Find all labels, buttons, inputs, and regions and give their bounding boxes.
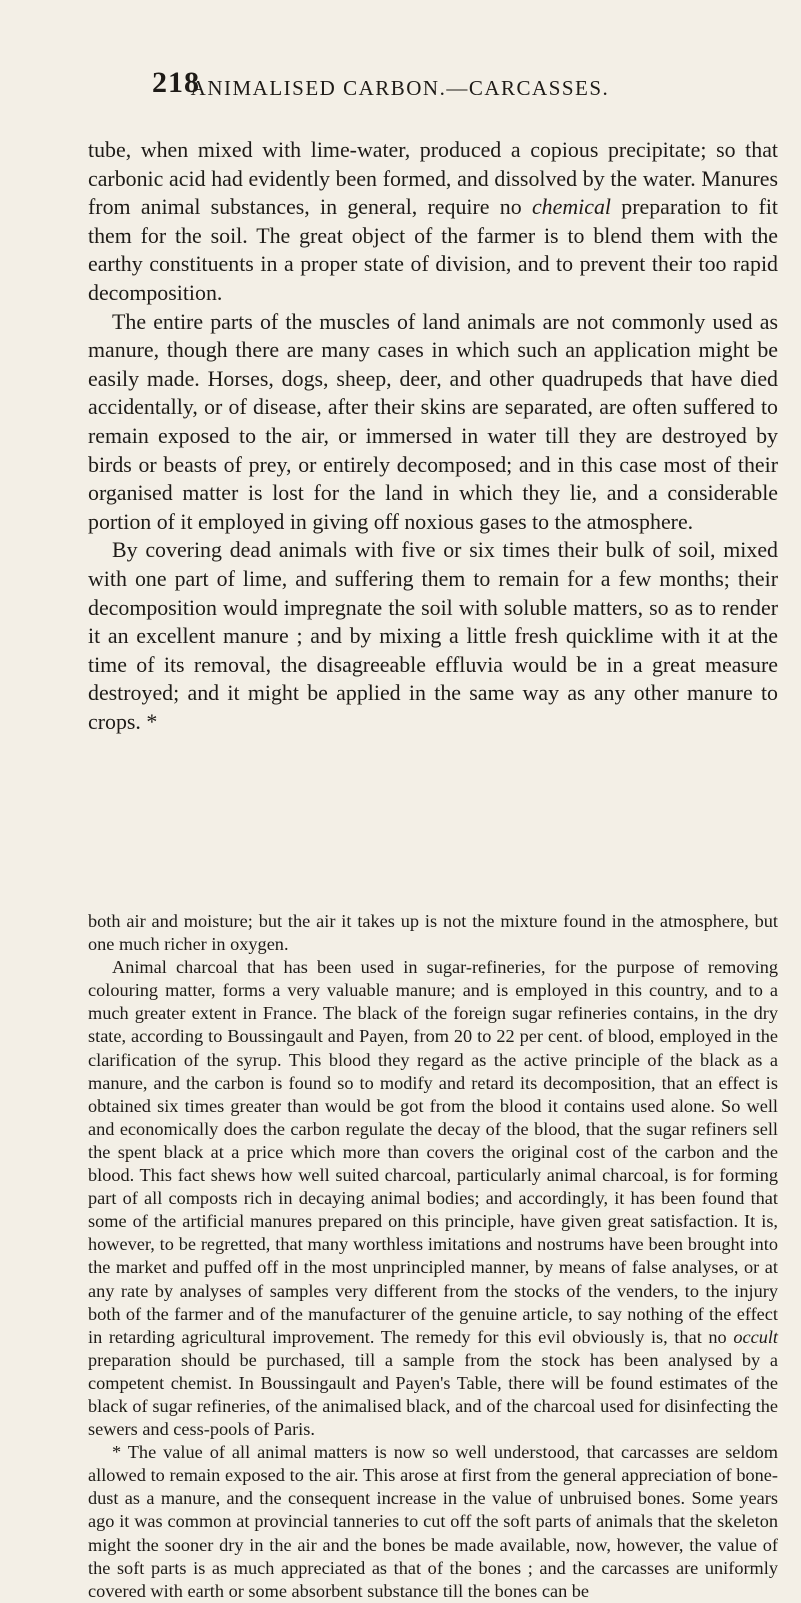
paragraph-1-text: tube, when mixed with lime-water, produced a copious precipitate; so that carbonic acid had evidently been formed, and dissolved by the water. Manures from animal substances, in general, require no <box>88 137 778 220</box>
footnote-charcoal-emphasis: occult <box>733 1326 778 1347</box>
paragraph-1-end: preparation to fit them for the soil. The great object of the farmer is to blend them with the earthy constituents in a proper state of division, and to prevent their too rapid decomposition. <box>88 194 778 305</box>
paragraph-3: By covering dead animals with five or six times their bulk of soil, mixed with one part of lime, and suffering them to remain for a few months; their decomposition would impregnate the soil with soluble matters, so as to render it an excellent manure ; and by mixing a little fresh quicklime with it at the time of its removal, the disagreeable effluvia would be in a great measure destroyed; and it might be applied in the same way as any other manure to crops. * <box>88 537 778 734</box>
footnote-charcoal-end: preparation should be purchased, till a sample from the stock has been analysed by a competent chemist. In Boussingault and Payen's Table, there will be found estimates of the black of sugar refineries, of the animalised black, and of the charcoal used for disinfecting the sewers and cess-pools of Paris. <box>88 1349 778 1440</box>
running-title: ANIMALISED CARBON.—CARCASSES. <box>190 76 610 100</box>
paragraph-1 <box>88 136 778 308</box>
main-text <box>88 136 778 736</box>
page-number: 218 <box>152 66 200 99</box>
footnote-charcoal-text: Animal charcoal that has been used in sugar-refineries, for the purpose of removing colouring matter, forms a very valuable manure; and is employed in this country, and to a much greater extent in France. The black of the foreign sugar refineries contains, in the dry state, according to Boussingault and Payen, from 20 to 22 per cent. of blood, employed in the clarification of the syrup. This blood they regard as the active principle of the black as a manure, and the carbon is found so to modify and retard its decomposition, that an effect is obtained six times greater than would be got from the blood it contains used alone. So well and economically does the carbon regulate the decay of the blood, that the sugar refiners sell the spent black at a price which more than covers the original cost of the carbon and the blood. This fact shews how well suited charcoal, particularly animal charcoal, is for forming part of all composts rich in decaying animal bodies; and accordingly, it has been found that some of the artificial manures prepared on this principle, have given great satisfaction. It is, however, to be regretted, that many worthless imitations and nostrums have been brought into the market and puffed off in the most unprincipled manner, by means of false analyses, or at any rate by analyses of samples very different from the stocks of the venders, to the injury both of the farmer and of the manufacturer of the genuine article, to say nothing of the effect in retarding agricultural improvement. The remedy for this evil obviously is, that no <box>88 957 778 1347</box>
footnote-continuation: both air and moisture; but the air it takes up is not the mixture found in the atmosphere, but one much richer in oxygen. <box>88 911 778 955</box>
paragraph-1-emphasis: chemical <box>531 194 611 220</box>
footnote-charcoal <box>88 956 778 1441</box>
footnotes <box>88 910 778 1603</box>
paragraph-2: The entire parts of the muscles of land animals are not commonly used as manure, though there are many cases in which such an application might be easily made. Horses, dogs, sheep, deer, and other quadrupeds that have died accidentally, or of disease, after their skins are separated, are often suffered to remain exposed to the air, or immersed in water till they are destroyed by birds or beasts of prey, or entirely decomposed; and in this case most of their organised matter is lost for the land in which they lie, and a considerable portion of it employed in giving off noxious gases to the atmosphere. <box>88 308 778 534</box>
footnote-carcasses: * The value of all animal matters is now so well understood, that carcasses are seldom allowed to remain exposed to the air. This arose at first from the general appreciation of bone-dust as a manure, and the consequent increase in the value of unbruised bones. Some years ago it was common at provincial tanneries to cut off the soft parts of animals that the skeleton might the sooner dry in the air and the bones be made available, now, however, the value of the soft parts is as much appreciated as that of the bones ; and the carcasses are uniformly covered with earth or some absorbent substance till the bones can be <box>88 1442 778 1601</box>
